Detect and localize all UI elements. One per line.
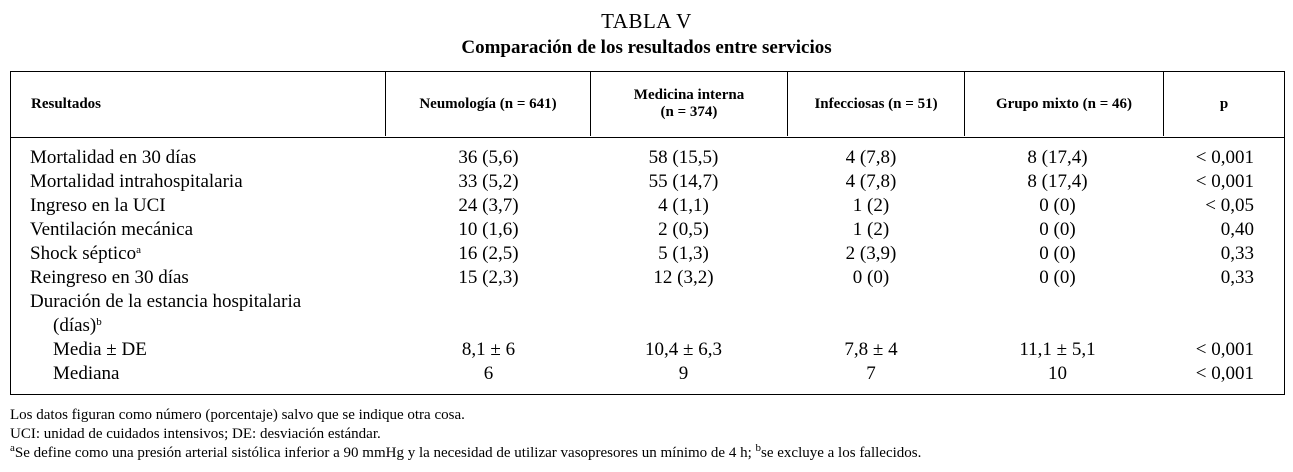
table-row [11,338,1284,362]
cell-medicina: 4 (1,1) [658,195,709,216]
results-table [10,71,1285,395]
table-body [11,146,1284,386]
table-number: TABLA V [601,9,692,33]
table-row [11,290,1284,314]
row-label: Reingreso en 30 días [30,267,189,288]
row-label: Media ± DE [53,339,147,360]
cell-grupo-mixto: 0 (0) [1039,267,1076,288]
table-title: Comparación de los resultados entre servicios [461,37,832,58]
note-line-3 [10,444,921,463]
cell-p: 0,33 [1220,267,1254,288]
header-medicina-line1: Medicina interna [633,87,745,103]
table-row [11,218,1284,242]
cell-neumologia: 33 (5,2) [458,171,519,192]
cell-medicina: 5 (1,3) [658,243,709,264]
cell-medicina: 58 (15,5) [648,147,719,168]
cell-neumologia: 10 (1,6) [458,219,519,240]
cell-grupo-mixto: 0 (0) [1039,219,1076,240]
row-label: Mortalidad intrahospitalaria [30,171,243,192]
cell-p: 0,40 [1220,219,1254,240]
cell-p: < 0,05 [1205,195,1254,216]
cell-neumologia: 8,1 ± 6 [461,339,516,360]
cell-medicina: 2 (0,5) [658,219,709,240]
cell-neumologia: 15 (2,3) [458,267,519,288]
header-p: p [1219,95,1229,112]
header-medicina-line2: (n = 374) [660,104,718,120]
cell-medicina: 9 [678,363,689,384]
cell-infecciosas: 7,8 ± 4 [844,339,898,360]
row-label: Ventilación mecánica [30,219,194,240]
table-row [11,194,1284,218]
stay-label: Duración de la estancia hospitalaria [30,291,302,312]
header-medicina-interna [591,72,787,136]
footnote-marker: b [755,442,762,454]
cell-grupo-mixto: 11,1 ± 5,1 [1019,339,1096,360]
cell-infecciosas: 1 (2) [852,219,890,240]
footnote-marker: a [10,442,15,454]
cell-p: < 0,001 [1195,147,1254,168]
table-header [11,72,1284,138]
note-line-1: Los datos figuran como número (porcentaje) salvo que se indique otra cosa. [10,407,465,423]
cell-infecciosas: 4 (7,8) [845,147,897,168]
header-neumologia: Neumología (n = 641) [419,95,557,112]
cell-medicina: 10,4 ± 6,3 [645,339,722,360]
cell-infecciosas: 2 (3,9) [845,243,897,264]
cell-medicina: 12 (3,2) [653,267,714,288]
row-label-text: Shock séptico [30,243,137,264]
table-notes [10,406,921,463]
header-grupo-mixto: Grupo mixto (n = 46) [995,95,1133,112]
cell-neumologia: 36 (5,6) [458,147,519,168]
cell-infecciosas: 4 (7,8) [845,171,897,192]
row-label: Mediana [53,363,120,384]
table-row [11,146,1284,170]
note-line-3-part2: se excluye a los fallecidos. [761,445,922,461]
stay-label-unit [53,314,102,338]
cell-p: < 0,001 [1195,363,1254,384]
table-row [11,242,1284,266]
table-row [11,266,1284,290]
cell-neumologia: 24 (3,7) [458,195,519,216]
footnote-marker: a [136,244,141,256]
note-line-2: UCI: unidad de cuidados intensivos; DE: desviación estándar. [10,426,381,442]
header-results: Resultados [31,95,102,112]
row-label [30,242,141,266]
cell-neumologia: 6 [483,363,494,384]
cell-grupo-mixto: 8 (17,4) [1027,171,1088,192]
cell-grupo-mixto: 0 (0) [1039,243,1076,264]
cell-infecciosas: 7 [866,363,876,384]
cell-p: 0,33 [1220,243,1254,264]
header-infecciosas: Infecciosas (n = 51) [814,95,938,112]
table-row [11,362,1284,386]
cell-p: < 0,001 [1195,339,1254,360]
row-label: Mortalidad en 30 días [30,147,197,168]
stay-unit-text: (días) [53,315,97,336]
cell-medicina: 55 (14,7) [648,171,719,192]
cell-grupo-mixto: 8 (17,4) [1027,147,1088,168]
row-label: Ingreso en la UCI [30,195,166,216]
table-row [11,314,1284,338]
cell-grupo-mixto: 0 (0) [1039,195,1076,216]
cell-infecciosas: 1 (2) [852,195,890,216]
cell-infecciosas: 0 (0) [852,267,890,288]
note-line-3-part1: Se define como una presión arterial sistólica inferior a 90 mmHg y la necesidad de utilizar vasopresores un mínimo de 4 h; [14,445,756,461]
cell-neumologia: 16 (2,5) [458,243,519,264]
cell-grupo-mixto: 10 [1048,363,1067,384]
cell-p: < 0,001 [1195,171,1254,192]
footnote-marker: b [96,316,102,328]
table-row [11,170,1284,194]
